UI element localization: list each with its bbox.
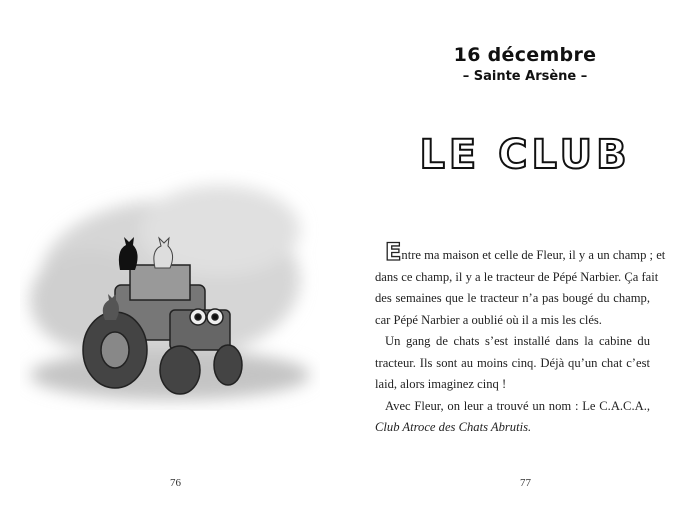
text-line: tracteur. Ils sont au moins cinq. Déjà qu’un chat c’est [375,355,650,370]
saint-of-day: – Sainte Arsène – [462,69,588,84]
right-page [350,0,700,525]
page-number: 76 [170,477,181,489]
text-line: Un gang de chats s’est installé dans la cabine du [385,334,650,348]
line-text: ntre ma maison et celle de Fleur, il y a un champ ; et [401,248,666,262]
text-line: des semaines que le tracteur n’a pas bougé du champ, [375,291,650,305]
text-line [375,417,650,439]
drop-cap: E [385,238,402,266]
text-line: car Pépé Narbier a oublié où il a mis les clés. [375,312,602,327]
text-line: dans ce champ, il y a le tracteur de Pépé Narbier. Ça fait [375,269,659,284]
date-heading: 16 décembre [453,44,597,66]
tractor-illustration [20,170,320,410]
page-number: 77 [520,477,531,489]
text-line: laid, alors imaginez cinq ! [375,377,507,391]
italic-line: Club Atroce des Chats Abrutis. [375,420,532,434]
body-text [375,238,666,439]
text-line: Avec Fleur, on leur a trouvé un nom : Le C.A.C.A., [385,398,650,413]
chapter-title: LE CLUB [419,132,631,178]
text-line [375,238,666,267]
